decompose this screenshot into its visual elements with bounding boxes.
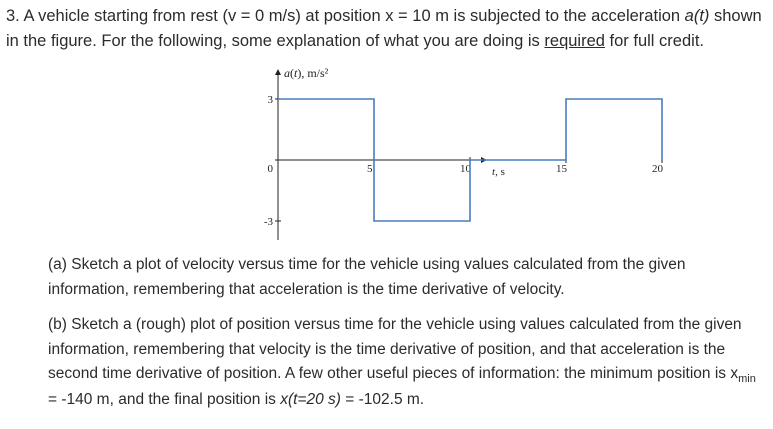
- acceleration-series-line: [278, 99, 662, 221]
- problem-statement: [6, 4, 768, 54]
- problem-number: 3.: [6, 7, 20, 25]
- problem-intro-3: for full credit.: [604, 32, 704, 50]
- x-tick-label: 15: [556, 163, 567, 175]
- y-axis-label: a(t), m/s²: [284, 66, 329, 80]
- y-tick-label: 0: [267, 163, 273, 175]
- part-a-label: (a): [48, 256, 67, 273]
- accel-symbol: a(t): [684, 7, 710, 25]
- xmin-base: x: [730, 365, 739, 382]
- x-tick-label: 20: [652, 163, 663, 175]
- part-b-text-3: = -102.5 m.: [340, 390, 425, 408]
- part-a-text: Sketch a plot of velocity versus time for the vehicle using values calculated from the given information, remembering that acceleration is the time derivative of velocity.: [48, 256, 686, 298]
- xmin-subscript: min: [738, 373, 756, 385]
- required-word: required: [544, 32, 605, 50]
- problem-intro-2: shown in the figure. For the following, some explanation of what you are doing is: [6, 7, 762, 50]
- y-tick-label: 3: [267, 94, 273, 107]
- problem-intro-1: A vehicle starting from rest (v = 0 m/s) at position x = 10 m is subjected to the acceleration: [23, 7, 685, 25]
- part-b-text-1: Sketch a (rough) plot of position versus time for the vehicle using values calculated from the given information, remembering that velocity is the time derivative of position, and that acceleration is the second time derivative of position. A few other useful pieces of information: the minimum position is: [48, 316, 742, 382]
- part-b: [48, 313, 764, 412]
- part-b-text-2: = -140 m, and the final position is: [48, 390, 281, 408]
- part-a: [48, 253, 764, 302]
- y-tick-label: -3: [263, 215, 273, 228]
- x-tick-label: 10: [460, 163, 471, 175]
- x-axis-label: t, s: [492, 166, 505, 178]
- part-b-label: (b): [48, 316, 67, 333]
- final-position-symbol: x(t=20 s): [280, 390, 341, 408]
- x-tick-label: 5: [367, 163, 373, 175]
